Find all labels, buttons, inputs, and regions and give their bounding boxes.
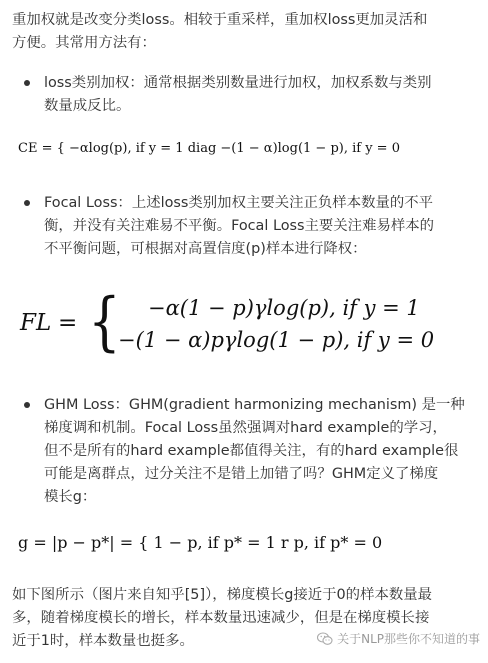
bullet-dot bbox=[24, 402, 30, 408]
outro-line: 如下图所示（图片来自知乎[5]），梯度模长g接近于0的样本数量最 bbox=[12, 587, 433, 603]
formula-g: g = |p − p*| = { 1 − p, if p* = 1 r p, if p* = 0 bbox=[18, 533, 383, 552]
outro-line: 近于1时，样本数量也挺多。 bbox=[12, 633, 194, 649]
watermark bbox=[317, 630, 480, 647]
list-item-line: 不平衡问题，可根据对高置信度(p)样本进行降权： bbox=[44, 241, 367, 257]
list-item-line: 但不是所有的hard example都值得关注，有的hard example很 bbox=[44, 443, 459, 459]
formula-fl-row-2: −(1 − α)pγlog(1 − p), if y = 0 bbox=[118, 328, 435, 352]
watermark-text: 关于NLP那些你不知道的事 bbox=[337, 632, 480, 646]
list-item-line: loss类别加权：通常根据类别数量进行加权，加权系数与类别 bbox=[44, 75, 432, 91]
formula-fl-equals: = bbox=[58, 310, 78, 336]
list-item-loss-class-weighting bbox=[44, 72, 476, 118]
list-item-line: 衡，并没有关注难易不平衡。Focal Loss主要关注难易样本的 bbox=[44, 218, 435, 234]
list-item-line: GHM Loss：GHM(gradient harmonizing mechanism) 是一种 bbox=[44, 397, 465, 413]
intro-paragraph bbox=[12, 9, 478, 55]
formula-ce: CE = { −αlog(p), if y = 1 diag −(1 − α)log(1 − p), if y = 0 bbox=[18, 141, 400, 156]
list-item-focal-loss bbox=[44, 192, 476, 261]
list-item-ghm-loss bbox=[44, 394, 476, 509]
bullet-dot bbox=[24, 80, 30, 86]
wechat-icon bbox=[317, 632, 333, 646]
list-item-line: 可能是离群点，过分关注不是错上加错了吗？GHM定义了梯度 bbox=[44, 466, 439, 482]
formula-fl-brace: { bbox=[88, 285, 121, 359]
intro-line: 方便。其常用方法有： bbox=[12, 35, 156, 51]
outro-line: 多，随着梯度模长的增长，样本数量迅速减少，但是在梯度模长接 bbox=[12, 610, 430, 626]
list-item-line: 梯度调和机制。Focal Loss虽然强调对hard example的学习， bbox=[44, 420, 447, 436]
list-item-line: Focal Loss：上述loss类别加权主要关注正负样本数量的不平 bbox=[44, 195, 434, 211]
list-item-line: 数量成反比。 bbox=[44, 98, 131, 114]
intro-line: 重加权就是改变分类loss。相较于重采样，重加权loss更加灵活和 bbox=[12, 12, 428, 28]
list-item-line: 模长g： bbox=[44, 489, 97, 505]
formula-fl-lhs: FL bbox=[20, 310, 52, 336]
bullet-dot bbox=[24, 200, 30, 206]
formula-fl-row-1: −α(1 − p)γlog(p), if y = 1 bbox=[148, 296, 420, 320]
